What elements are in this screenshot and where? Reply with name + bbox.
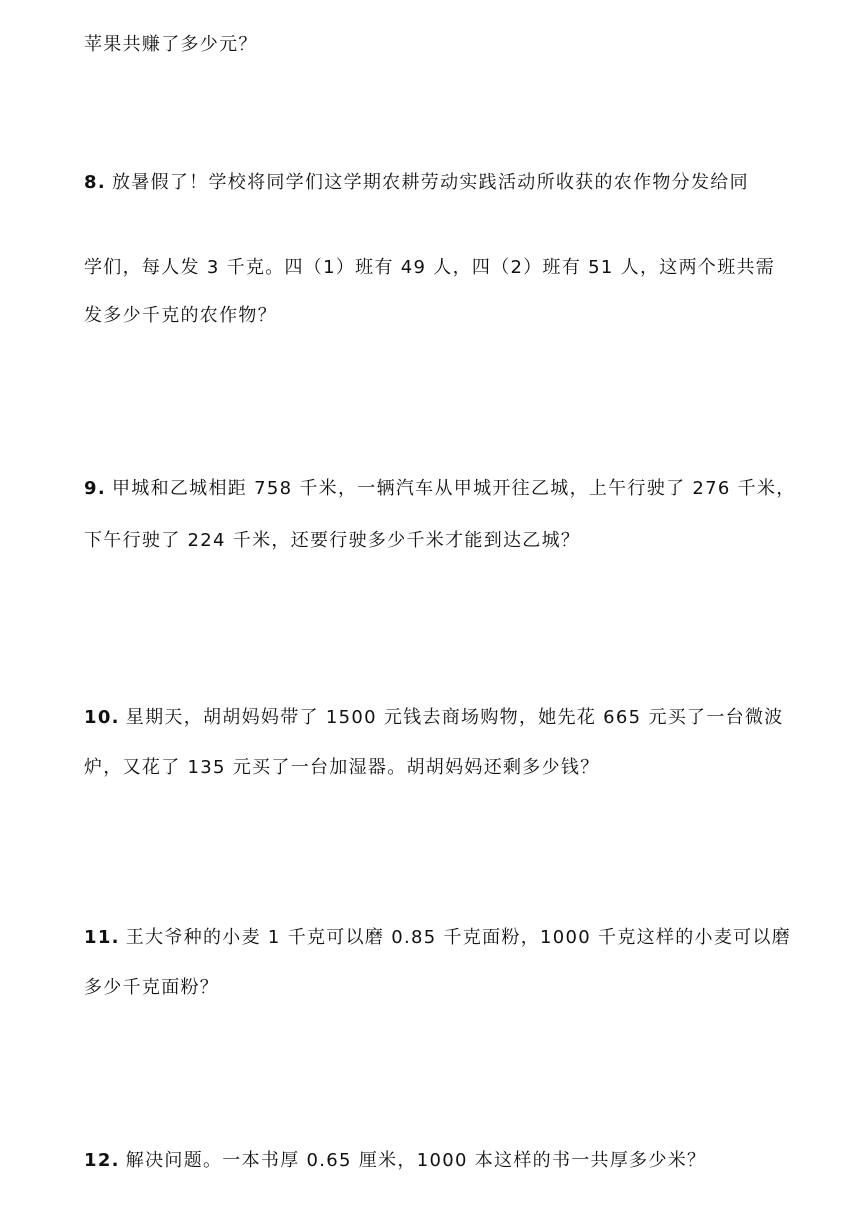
question-10-line-1 <box>84 706 784 730</box>
question-11-text-2: 多少千克面粉？ <box>84 977 220 998</box>
question-9-line-1 <box>84 477 796 501</box>
question-11-line-2 <box>84 976 784 1000</box>
question-9-line-2 <box>84 529 784 553</box>
question-11-text-1: 王大爷种的小麦 1 千克可以磨 0.85 千克面粉，1000 千克这样的小麦可以磨 <box>125 927 792 948</box>
question-8-text-2: 学们，每人发 3 千克。四（1）班有 49 人，四（2）班有 51 人，这两个班共需 <box>84 257 776 278</box>
question-9-number: 9. <box>84 478 106 499</box>
question-10-line-2 <box>84 756 784 780</box>
question-12-line-1 <box>84 1149 784 1173</box>
question-8-text-1: 放暑假了！学校将同学们这学期农耕劳动实践活动所收获的农作物分发给同 <box>111 172 749 193</box>
question-8-line-1 <box>84 171 784 195</box>
question-11-number: 11. <box>84 927 120 948</box>
question-9-text-1: 甲城和乙城相距 758 千米，一辆汽车从甲城开往乙城，上午行驶了 276 千米， <box>111 478 796 499</box>
question-10-text-1: 星期天，胡胡妈妈带了 1500 元钱去商场购物，她先花 665 元买了一台微波 <box>125 707 784 728</box>
question-8-line-3 <box>84 304 784 328</box>
question-8-line-2 <box>84 256 784 280</box>
question-10-text-2: 炉，又花了 135 元买了一台加湿器。胡胡妈妈还剩多少钱？ <box>84 757 600 778</box>
continuation-line <box>84 33 784 57</box>
question-12-number: 12. <box>84 1150 120 1171</box>
question-10-number: 10. <box>84 707 120 728</box>
question-8-number: 8. <box>84 172 106 193</box>
question-11-line-1 <box>84 926 792 950</box>
question-9-text-2: 下午行驶了 224 千米，还要行驶多少千米才能到达乙城？ <box>84 530 581 551</box>
continuation-text: 苹果共赚了多少元？ <box>84 34 258 55</box>
question-12-text-1: 解决问题。一本书厚 0.65 厘米，1000 本这样的书一共厚多少米？ <box>125 1150 707 1171</box>
question-8-text-3: 发多少千克的农作物？ <box>84 305 277 326</box>
